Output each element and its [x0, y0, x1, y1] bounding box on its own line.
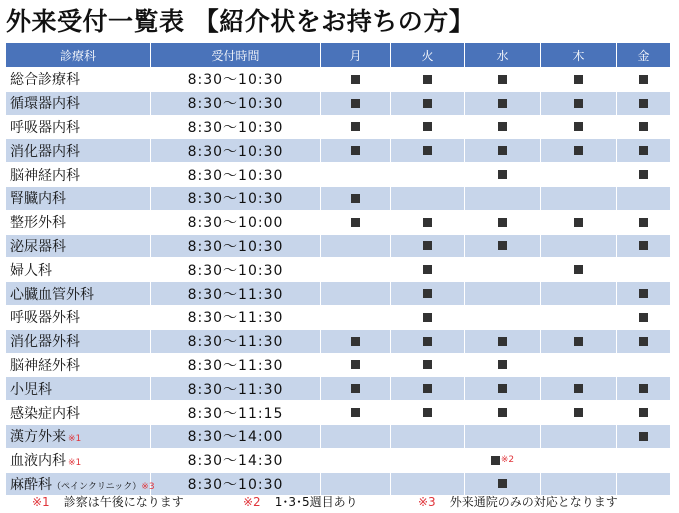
- footnote-mark: ※1: [32, 495, 50, 509]
- day-cell-thu: [541, 448, 617, 472]
- day-cell-tue: [391, 115, 465, 139]
- day-cell-fri: [617, 234, 671, 258]
- dept-name: 消化器外科: [10, 334, 80, 351]
- time-cell: 8:30～11:30: [151, 282, 321, 306]
- day-cell-wed: [465, 305, 541, 329]
- square-mark-icon: [639, 99, 648, 108]
- day-cell-fri: [617, 448, 671, 472]
- dept-cell: [6, 139, 151, 163]
- square-mark-icon: [639, 384, 648, 393]
- day-cell-tue: [391, 186, 465, 210]
- day-cell-thu: [541, 234, 617, 258]
- table-row: [6, 186, 671, 210]
- day-cell-wed: [465, 234, 541, 258]
- day-cell-thu: [541, 305, 617, 329]
- dept-cell: [6, 282, 151, 306]
- dept-note: ※1: [68, 434, 82, 445]
- square-mark-icon: [351, 75, 360, 84]
- time-cell: 8:30～10:30: [151, 186, 321, 210]
- table-row: [6, 377, 671, 401]
- day-cell-fri: [617, 139, 671, 163]
- day-cell-tue: [391, 234, 465, 258]
- square-mark-icon: [574, 122, 583, 131]
- day-cell-mon: [321, 186, 391, 210]
- square-mark-icon: [574, 408, 583, 417]
- square-mark-icon: [423, 265, 432, 274]
- footnote-text: 診察は午後になります: [63, 495, 184, 509]
- square-mark-icon: [423, 360, 432, 369]
- dept-cell: [6, 448, 151, 472]
- day-cell-mon: [321, 377, 391, 401]
- square-mark-icon: [574, 265, 583, 274]
- square-mark-icon: [639, 337, 648, 346]
- square-mark-icon: [574, 384, 583, 393]
- header-tue: 火: [391, 43, 465, 68]
- square-mark-icon: [423, 408, 432, 417]
- table-row: [6, 305, 671, 329]
- square-mark-icon: [423, 122, 432, 131]
- dept-name: 総合診療科: [10, 72, 80, 89]
- square-mark-icon: [639, 122, 648, 131]
- dept-cell: [6, 401, 151, 425]
- day-cell-fri: [617, 377, 671, 401]
- day-cell-fri: [617, 305, 671, 329]
- time-cell: 8:30～11:30: [151, 377, 321, 401]
- square-mark-icon: [423, 241, 432, 250]
- day-cell-wed: [465, 115, 541, 139]
- day-cell-mon: [321, 329, 391, 353]
- time-cell: 8:30～10:30: [151, 139, 321, 163]
- day-cell-mon: [321, 163, 391, 187]
- day-cell-mon: [321, 353, 391, 377]
- header-fri: 金: [617, 43, 671, 68]
- dept-cell: [6, 163, 151, 187]
- day-cell-fri: [617, 210, 671, 234]
- day-cell-fri: [617, 91, 671, 115]
- time-cell: 8:30～10:30: [151, 472, 321, 496]
- day-cell-fri: [617, 258, 671, 282]
- day-cell-mon: [321, 305, 391, 329]
- day-cell-tue: [391, 91, 465, 115]
- square-mark-icon: [498, 360, 507, 369]
- time-cell: 8:30～11:15: [151, 401, 321, 425]
- dept-name: 脳神経内科: [10, 167, 80, 184]
- day-cell-wed: [465, 448, 541, 472]
- day-cell-wed: [465, 186, 541, 210]
- day-cell-thu: [541, 68, 617, 92]
- day-cell-mon: [321, 139, 391, 163]
- dept-name: 循環器内科: [10, 96, 80, 113]
- day-cell-tue: [391, 68, 465, 92]
- footnote-text: 外来通院のみの対応となります: [449, 495, 618, 509]
- time-cell: 8:30～10:30: [151, 115, 321, 139]
- day-cell-thu: [541, 186, 617, 210]
- square-mark-icon: [498, 241, 507, 250]
- dept-name: 感染症内科: [10, 405, 80, 422]
- day-cell-fri: [617, 186, 671, 210]
- time-cell: 8:30～11:30: [151, 305, 321, 329]
- dept-name: 婦人科: [10, 262, 52, 279]
- table-row: [6, 210, 671, 234]
- footnote-mark: ※2: [243, 495, 261, 509]
- schedule-table: [5, 42, 671, 496]
- day-cell-tue: [391, 329, 465, 353]
- dept-cell: [6, 329, 151, 353]
- table-row: [6, 282, 671, 306]
- day-cell-fri: [617, 68, 671, 92]
- dept-name: 麻酔科: [10, 476, 52, 493]
- square-mark-icon: [498, 408, 507, 417]
- table-row: [6, 353, 671, 377]
- square-mark-icon: [351, 360, 360, 369]
- dept-cell: [6, 353, 151, 377]
- square-mark-icon: [351, 146, 360, 155]
- square-mark-icon: [423, 146, 432, 155]
- header-dept: 診療科: [6, 43, 151, 68]
- dept-name: 小児科: [10, 381, 52, 398]
- square-mark-icon: [639, 241, 648, 250]
- day-cell-wed: [465, 163, 541, 187]
- table-row: [6, 401, 671, 425]
- dept-cell: [6, 377, 151, 401]
- page-title: 外来受付一覧表 【紹介状をお持ちの方】: [6, 7, 475, 36]
- day-cell-tue: [391, 353, 465, 377]
- dept-cell: [6, 68, 151, 92]
- square-mark-icon: [498, 146, 507, 155]
- dept-subtitle: （ペインクリニック）: [52, 481, 142, 492]
- dept-name: 消化器内科: [10, 143, 80, 160]
- table-row: [6, 115, 671, 139]
- day-cell-thu: [541, 258, 617, 282]
- day-cell-mon: [321, 68, 391, 92]
- square-mark-icon: [423, 337, 432, 346]
- day-cell-thu: [541, 282, 617, 306]
- square-mark-icon: [498, 122, 507, 131]
- day-cell-fri: [617, 163, 671, 187]
- square-mark-icon: [351, 194, 360, 203]
- day-cell-wed: [465, 91, 541, 115]
- footnote-3: [418, 493, 618, 510]
- day-cell-tue: [391, 448, 465, 472]
- square-mark-icon: [639, 408, 648, 417]
- day-cell-wed: [465, 424, 541, 448]
- time-cell: 8:30～11:30: [151, 329, 321, 353]
- day-cell-fri: [617, 329, 671, 353]
- day-cell-tue: [391, 139, 465, 163]
- day-cell-mon: [321, 401, 391, 425]
- day-cell-thu: [541, 377, 617, 401]
- day-cell-tue: [391, 210, 465, 234]
- square-mark-icon: [639, 146, 648, 155]
- day-cell-fri: [617, 353, 671, 377]
- table-row: [6, 258, 671, 282]
- dept-note: ※1: [68, 458, 82, 469]
- table-row: [6, 68, 671, 92]
- header-time: 受付時間: [151, 43, 321, 68]
- day-cell-wed: [465, 401, 541, 425]
- day-cell-thu: [541, 139, 617, 163]
- dept-name: 呼吸器内科: [10, 119, 80, 136]
- dept-name: 泌尿器科: [10, 238, 66, 255]
- day-cell-mon: [321, 91, 391, 115]
- day-cell-mon: [321, 234, 391, 258]
- square-mark-icon: [423, 99, 432, 108]
- table-row: [6, 163, 671, 187]
- square-mark-icon: [498, 218, 507, 227]
- day-cell-mon: [321, 424, 391, 448]
- table-row: [6, 91, 671, 115]
- day-cell-thu: [541, 91, 617, 115]
- header-thu: 木: [541, 43, 617, 68]
- table-row: [6, 448, 671, 472]
- dept-cell: [6, 424, 151, 448]
- day-cell-fri: [617, 115, 671, 139]
- table-row: [6, 329, 671, 353]
- day-cell-mon: [321, 115, 391, 139]
- day-cell-thu: [541, 115, 617, 139]
- square-mark-icon: [574, 146, 583, 155]
- day-cell-thu: [541, 210, 617, 234]
- day-cell-fri: [617, 401, 671, 425]
- day-cell-wed: [465, 68, 541, 92]
- table-row: [6, 139, 671, 163]
- day-cell-wed: [465, 377, 541, 401]
- square-mark-icon: [574, 337, 583, 346]
- square-mark-icon: [351, 218, 360, 227]
- day-cell-thu: [541, 401, 617, 425]
- day-cell-thu: [541, 424, 617, 448]
- square-mark-icon: [498, 170, 507, 179]
- square-mark-icon: [491, 456, 500, 465]
- square-mark-icon: [574, 99, 583, 108]
- dept-note: ※3: [141, 481, 155, 492]
- dept-cell: [6, 210, 151, 234]
- square-mark-icon: [351, 408, 360, 417]
- day-cell-wed: [465, 139, 541, 163]
- footnote-text: 1･3･5週目あり: [274, 495, 358, 509]
- dept-name: 血液内科: [10, 453, 66, 470]
- dept-cell: [6, 305, 151, 329]
- footnote-1: [32, 493, 184, 510]
- header-wed: 水: [465, 43, 541, 68]
- table-row: [6, 424, 671, 448]
- time-cell: 8:30～14:00: [151, 424, 321, 448]
- day-cell-wed: [465, 258, 541, 282]
- day-cell-wed: [465, 329, 541, 353]
- footnote-mark: ※3: [418, 495, 436, 509]
- dept-cell: [6, 258, 151, 282]
- time-cell: 8:30～10:00: [151, 210, 321, 234]
- day-cell-tue: [391, 377, 465, 401]
- time-cell: 8:30～10:30: [151, 234, 321, 258]
- day-cell-mon: [321, 282, 391, 306]
- square-mark-icon: [498, 337, 507, 346]
- footnote-2: [243, 493, 358, 510]
- square-mark-icon: [639, 313, 648, 322]
- day-cell-fri: [617, 424, 671, 448]
- square-mark-icon: [423, 384, 432, 393]
- dept-cell: [6, 91, 151, 115]
- square-mark-icon: [351, 99, 360, 108]
- time-cell: 8:30～10:30: [151, 258, 321, 282]
- time-cell: 8:30～10:30: [151, 68, 321, 92]
- day-cell-mon: [321, 258, 391, 282]
- square-mark-icon: [351, 384, 360, 393]
- day-cell-wed: [465, 210, 541, 234]
- square-mark-icon: [639, 75, 648, 84]
- square-mark-icon: [639, 289, 648, 298]
- dept-name: 呼吸器外科: [10, 310, 80, 327]
- square-mark-icon: [351, 337, 360, 346]
- square-mark-icon: [498, 479, 507, 488]
- day-cell-thu: [541, 329, 617, 353]
- day-cell-mon: [321, 448, 391, 472]
- day-cell-fri: [617, 472, 671, 496]
- time-cell: 8:30～10:30: [151, 91, 321, 115]
- header-mon: 月: [321, 43, 391, 68]
- day-cell-tue: [391, 424, 465, 448]
- day-cell-thu: [541, 163, 617, 187]
- square-mark-icon: [639, 432, 648, 441]
- square-mark-icon: [498, 384, 507, 393]
- dept-name: 腎臓内科: [10, 191, 66, 208]
- square-mark-icon: [351, 122, 360, 131]
- header-row: [6, 43, 671, 68]
- day-cell-tue: [391, 163, 465, 187]
- wed-note: ※2: [500, 455, 515, 466]
- schedule-body: [6, 68, 671, 496]
- dept-name: 整形外科: [10, 215, 66, 232]
- square-mark-icon: [498, 99, 507, 108]
- day-cell-tue: [391, 282, 465, 306]
- square-mark-icon: [498, 75, 507, 84]
- time-cell: 8:30～10:30: [151, 163, 321, 187]
- square-mark-icon: [639, 170, 648, 179]
- day-cell-thu: [541, 353, 617, 377]
- day-cell-wed: [465, 353, 541, 377]
- dept-cell: [6, 234, 151, 258]
- square-mark-icon: [423, 75, 432, 84]
- dept-cell: [6, 115, 151, 139]
- time-cell: 8:30～14:30: [151, 448, 321, 472]
- dept-cell: [6, 186, 151, 210]
- dept-name: 脳神経外科: [10, 357, 80, 374]
- dept-name: 心臓血管外科: [10, 286, 94, 303]
- square-mark-icon: [639, 218, 648, 227]
- day-cell-fri: [617, 282, 671, 306]
- dept-name: 漢方外来: [10, 429, 66, 446]
- square-mark-icon: [423, 313, 432, 322]
- day-cell-mon: [321, 210, 391, 234]
- day-cell-wed: [465, 282, 541, 306]
- day-cell-tue: [391, 258, 465, 282]
- table-row: [6, 234, 671, 258]
- time-cell: 8:30～11:30: [151, 353, 321, 377]
- square-mark-icon: [423, 289, 432, 298]
- day-cell-tue: [391, 401, 465, 425]
- square-mark-icon: [423, 218, 432, 227]
- day-cell-tue: [391, 305, 465, 329]
- square-mark-icon: [574, 75, 583, 84]
- square-mark-icon: [574, 218, 583, 227]
